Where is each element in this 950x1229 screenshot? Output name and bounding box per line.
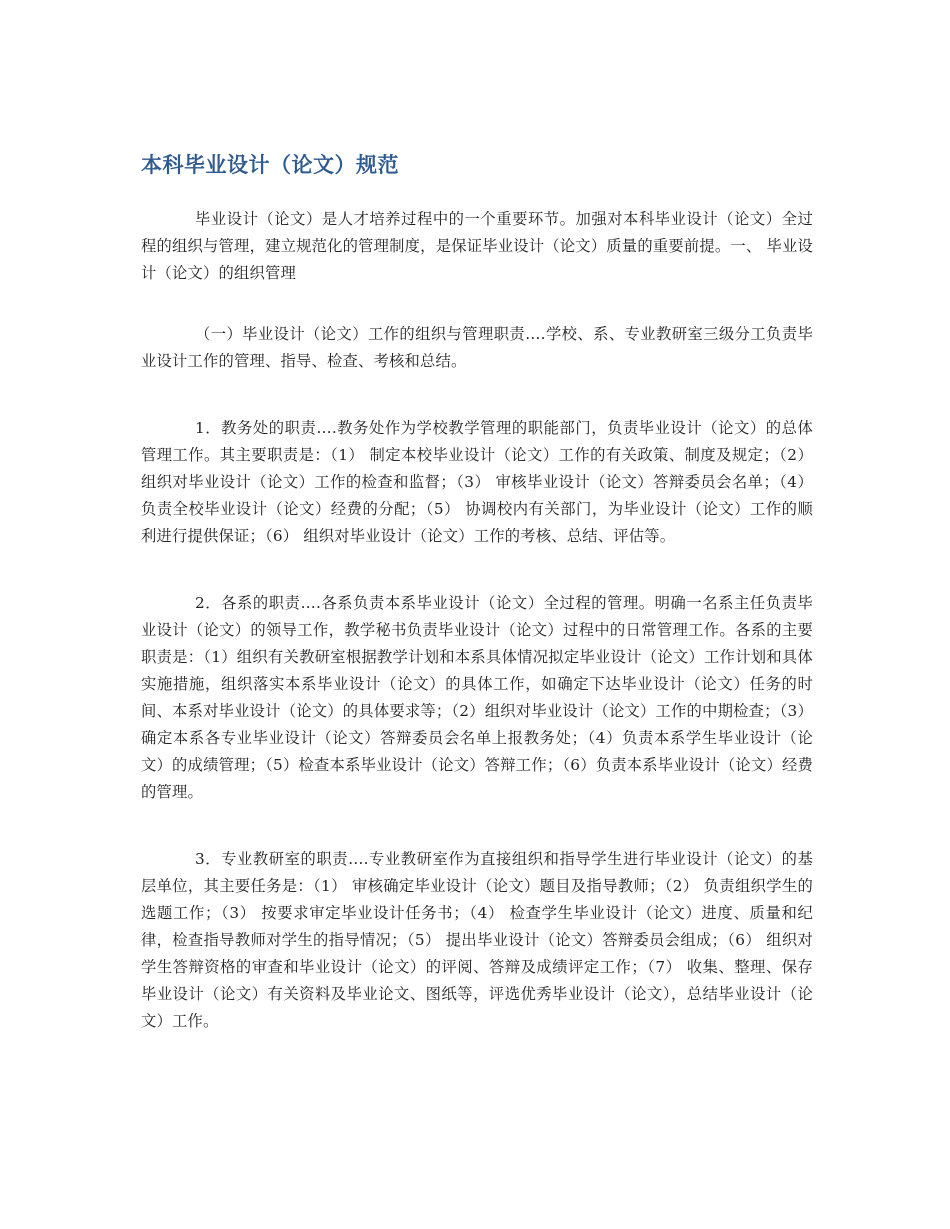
paragraph-introduction: 毕业设计（论文）是人才培养过程中的一个重要环节。加强对本科毕业设计（论文）全过程的组织与管理，建立规范化的管理制度，是保证毕业设计（论文）质量的重要前提。一、 毕业设计（论文）的组织管理 [141,210,813,282]
document-title: 本科毕业设计（论文）规范 [141,153,399,177]
paragraph-academic-affairs-duties: 1．教务处的职责….教务处作为学校教学管理的职能部门，负责毕业设计（论文）的总体管理工作。其主要职责是：（1） 制定本校毕业设计（论文）工作的有关政策、制度及规定；（2） 组织对毕业设计（论文）工作的检查和监督；（3） 审核毕业设计（论文）答辩委员会名单；（4） 负责全校毕业设计（论文）经费的分配；（5） 协调校内有关部门，为毕业设计（论文）工作的顺利进行提供保证；（6） 组织对毕业设计（论文）工作的考核、总结、评估等。 [141,419,813,545]
paragraph-organization-duties: （一）毕业设计（论文）工作的组织与管理职责….学校、系、专业教研室三级分工负责毕业设计工作的管理、指导、检查、考核和总结。 [141,325,813,370]
paragraph-department-duties: 2．各系的职责….各系负责本系毕业设计（论文）全过程的管理。明确一名系主任负责毕业设计（论文）的领导工作，教学秘书负责毕业设计（论文）过程中的日常管理工作。各系的主要职责是：（1）组织有关教研室根据教学计划和本系具体情况拟定毕业设计（论文）工作计划和具体实施措施，组织落实本系毕业设计（论文）的具体工作，如确定下达毕业设计（论文）任务的时间、本系对毕业设计（论文）的具体要求等；（2）组织对毕业设计（论文）工作的中期检查；（3）确定本系各专业毕业设计（论文）答辩委员会名单上报教务处；（4）负责本系学生毕业设计（论文）的成绩管理；（5）检查本系毕业设计（论文）答辩工作；（6）负责本系毕业设计（论文）经费的管理。 [141,594,813,801]
document-body [141,150,813,1035]
paragraph-teaching-office-duties: 3．专业教研室的职责….专业教研室作为直接组织和指导学生进行毕业设计（论文）的基层单位，其主要任务是：（1） 审核确定毕业设计（论文）题目及指导教师；（2） 负责组织学生的选题工作；（3） 按要求审定毕业设计任务书；（4） 检查学生毕业设计（论文）进度、质量和纪律，检查指导教师对学生的指导情况；（5） 提出毕业设计（论文）答辩委员会组成；（6） 组织对学生答辩资格的审查和毕业设计（论文）的评阅、答辩及成绩评定工作；（7） 收集、整理、保存毕业设计（论文）有关资料及毕业论文、图纸等，评选优秀毕业设计（论文），总结毕业设计（论文）工作。 [141,850,813,1030]
